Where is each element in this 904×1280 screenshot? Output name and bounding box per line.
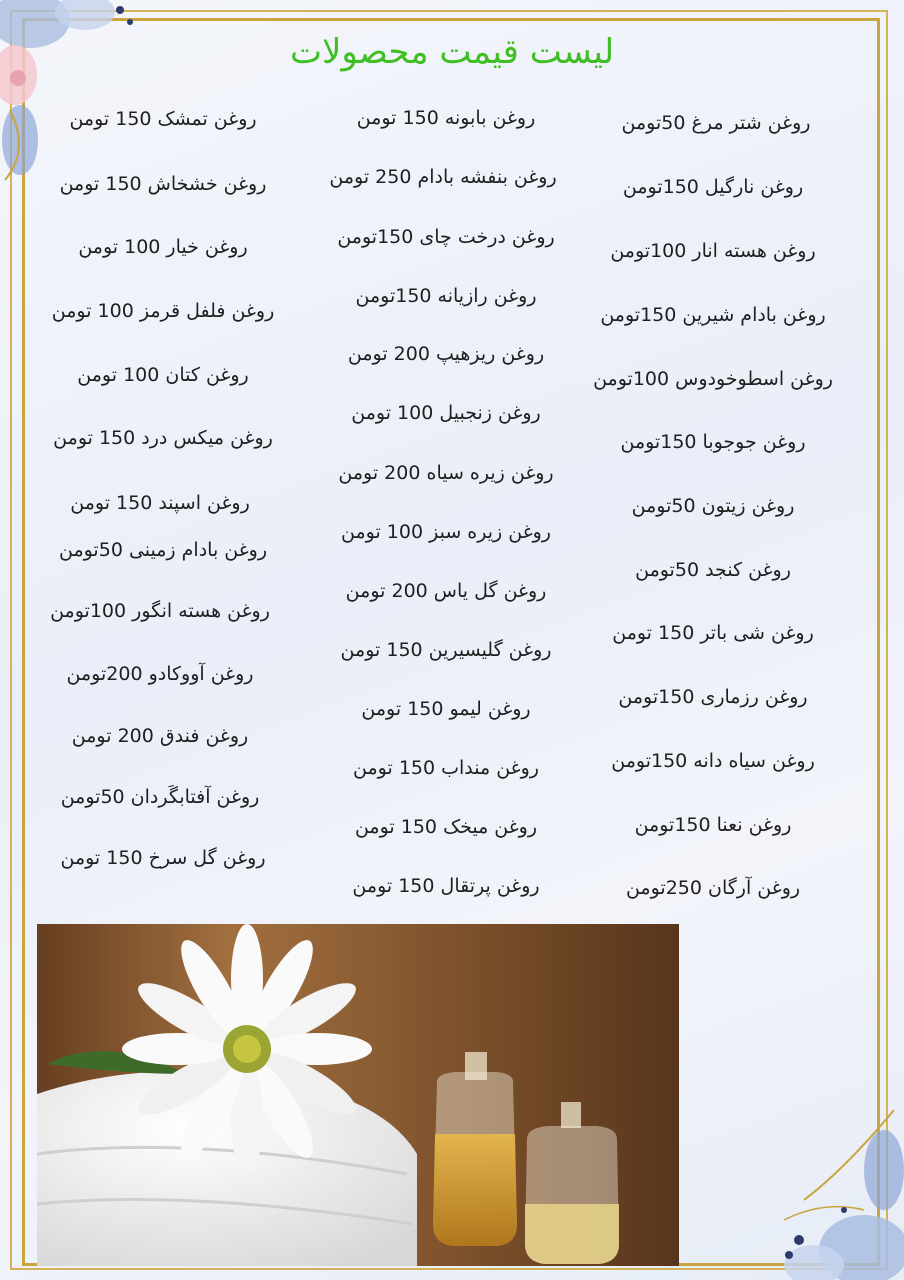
- list-item: روغن رزماری 150تومن: [618, 686, 808, 708]
- list-item: روغن گلیسیرین 150 تومن: [340, 639, 552, 661]
- list-item: روغن سیاه دانه 150تومن: [611, 750, 815, 772]
- list-item: روغن فندق 200 تومن: [71, 725, 249, 747]
- list-item: روغن هسته انار 100تومن: [610, 240, 816, 262]
- list-item: روغن تمشک 150 تومن: [69, 108, 257, 130]
- list-item: روغن گل یاس 200 تومن: [345, 580, 547, 602]
- list-item: روغن شتر مرغ 50تومن: [621, 112, 811, 134]
- floral-decoration-bottom-right: [744, 1050, 904, 1280]
- list-item: روغن آووکادو 200تومن: [66, 663, 254, 685]
- list-item: روغن درخت چای 150تومن: [337, 226, 555, 248]
- list-item: روغن خشخاش 150 تومن: [59, 173, 267, 195]
- list-item: روغن میخک 150 تومن: [354, 816, 538, 838]
- list-item: روغن زیره سبز 100 تومن: [341, 521, 551, 543]
- list-item: روغن شی باتر 150 تومن: [612, 622, 814, 644]
- product-photo: [37, 924, 679, 1266]
- list-item: روغن خیار 100 تومن: [78, 236, 248, 258]
- list-item: روغن زیتون 50تومن: [631, 495, 795, 517]
- list-item: روغن آفتابگَردان 50تومن: [60, 786, 260, 808]
- list-item: روغن نعنا 150تومن: [634, 814, 792, 836]
- list-item: روغن لیمو 150 تومن: [361, 698, 531, 720]
- list-item: روغن پرتقال 150 تومن: [352, 875, 540, 897]
- list-item: روغن نارگیل 150تومن: [622, 176, 804, 198]
- spa-oil-illustration: [37, 924, 679, 1266]
- list-item: روغن بادام شیرین 150تومن: [600, 304, 826, 326]
- list-item: روغن بابونه 150 تومن: [356, 107, 536, 129]
- list-item: روغن زیره سیاه 200 تومن: [338, 462, 554, 484]
- list-item: روغن منداب 150 تومن: [353, 757, 539, 779]
- list-item: روغن کنجد 50تومن: [635, 559, 791, 581]
- list-item: روغن میکس درد 150 تومن: [53, 427, 273, 449]
- list-item: روغن اسطوخودوس 100تومن: [593, 368, 833, 390]
- list-item: روغن آرگان 250تومن: [625, 877, 801, 899]
- list-item: روغن زنجبیل 100 تومن: [351, 402, 541, 424]
- list-item: روغن بنفشه بادام 250 تومن: [329, 166, 557, 188]
- list-item: روغن اسپند 150 تومن: [70, 492, 250, 514]
- list-item: روغن کتان 100 تومن: [77, 364, 249, 386]
- page-title: لیست قیمت محصولات: [289, 32, 615, 72]
- list-item: روغن رازیانه 150تومن: [355, 285, 537, 307]
- list-item: روغن ریزهیپ 200 تومن: [347, 343, 545, 365]
- list-item: روغن جوجوبا 150تومن: [620, 431, 806, 453]
- list-item: روغن هسته انگور 100تومن: [50, 600, 270, 622]
- list-item: روغن گل سرخ 150 تومن: [60, 847, 266, 869]
- list-item: روغن فلفل قرمز 100 تومن: [51, 300, 275, 322]
- list-item: روغن بادام زمینی 50تومن: [58, 539, 268, 561]
